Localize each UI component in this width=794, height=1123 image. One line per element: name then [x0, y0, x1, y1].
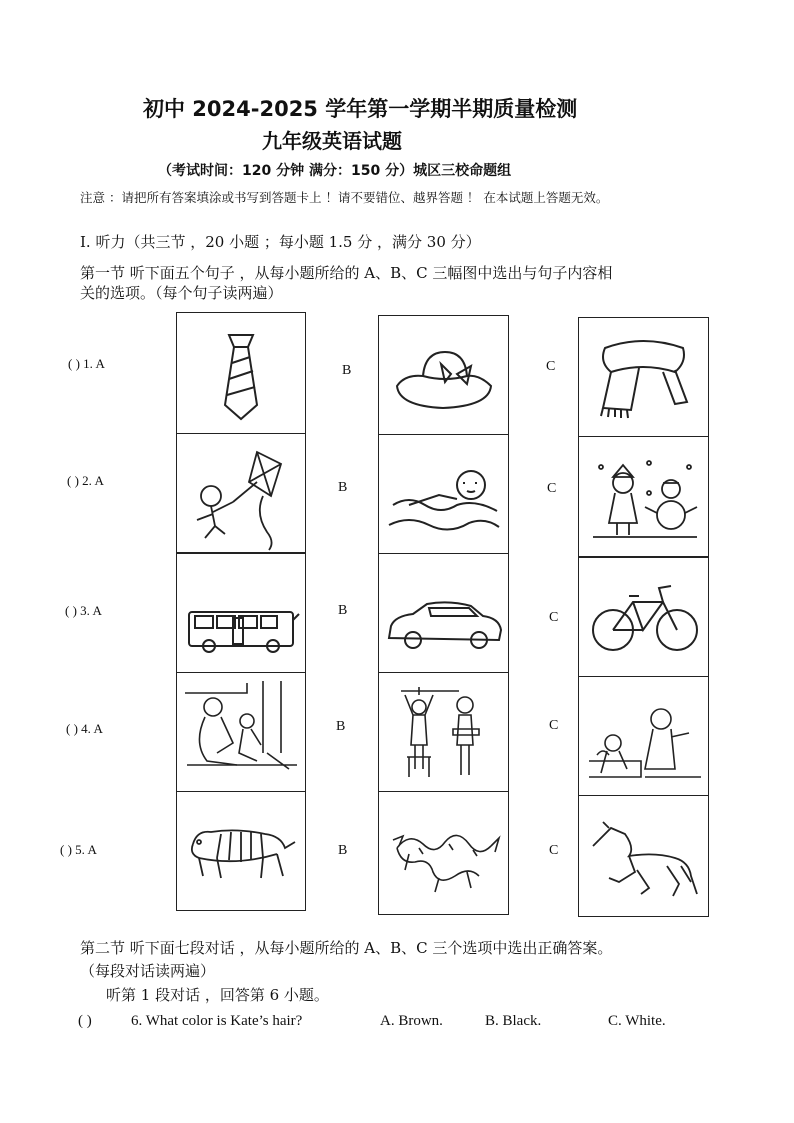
- exam-title: 初中 2024-2025 学年第一学期半期质量检测: [143, 97, 578, 121]
- cleaning-family-icon: [177, 673, 305, 791]
- option-c-picture: [578, 436, 709, 557]
- option-b-picture: [378, 553, 509, 673]
- question-1-label: ( ) 1. A: [68, 356, 105, 371]
- exam-info: （考试时间：120 分钟 满分：150 分）城区三校命题组: [158, 163, 512, 179]
- kite-boy-icon: [177, 434, 305, 552]
- option-b-picture: [378, 315, 509, 435]
- question-6-option-a: A. Brown.: [380, 1013, 443, 1029]
- option-a-picture: [176, 312, 306, 434]
- scarf-icon: [579, 318, 708, 436]
- exam-notice: 注意 ：请把所有答案填涂或书写到答题卡上 ！请不要错位、越界答题 ！ 在本试题上答题无效。: [80, 190, 609, 205]
- option-c-label: C: [549, 610, 559, 625]
- hat-icon: [379, 316, 508, 434]
- horse-icon: [579, 796, 708, 916]
- question-6-answer-paren: ( ): [78, 1013, 92, 1029]
- option-b-label: B: [338, 843, 348, 858]
- question-6-text: 6. What color is Kate’s hair?: [131, 1013, 303, 1029]
- option-b-picture: [378, 791, 509, 915]
- option-b-label: B: [338, 603, 348, 618]
- option-c-picture: [578, 676, 709, 796]
- option-b-picture: [378, 434, 509, 554]
- option-a-picture: [176, 553, 306, 673]
- part2-instruction-line1: 第二节 听下面七段对话 ，从每小题所给的 A、B、C 三个选项中选出正确答案。: [80, 939, 613, 957]
- question-6-option-b: B. Black.: [485, 1013, 542, 1029]
- option-c-label: C: [546, 359, 556, 374]
- option-b-label: B: [342, 363, 352, 378]
- section-heading: Ⅰ. 听力（共三节 ，20 小题 ；每小题 1.5 分 ，满分 30 分）: [80, 233, 481, 251]
- bus-icon: [177, 554, 305, 672]
- question-5-label: ( ) 5. A: [60, 842, 97, 857]
- snowman-icon: [579, 437, 708, 556]
- option-c-label: C: [549, 843, 559, 858]
- option-a-picture: [176, 791, 306, 911]
- washing-dishes-icon: [579, 677, 708, 795]
- hanging-clothes-icon: [379, 673, 508, 791]
- option-b-picture: [378, 672, 509, 792]
- swimming-icon: [379, 435, 508, 553]
- option-a-picture: [176, 672, 306, 792]
- option-c-picture: [578, 795, 709, 917]
- part2-instruction-line2: （每段对话读两遍）: [80, 962, 216, 980]
- question-4-label: ( ) 4. A: [66, 721, 103, 736]
- option-a-picture: [176, 433, 306, 553]
- car-icon: [379, 554, 508, 672]
- bicycle-icon: [579, 558, 708, 676]
- option-c-picture: [578, 317, 709, 437]
- part1-instruction-line1: 第一节 听下面五个句子 ，从每小题所给的 A、B、C 三幅图中选出与句子内容相: [80, 264, 613, 282]
- option-c-label: C: [549, 718, 559, 733]
- listening-note: 听第 1 段对话 ，回答第 6 小题。: [106, 986, 329, 1004]
- option-b-label: B: [336, 719, 346, 734]
- exam-subtitle: 九年级英语试题: [262, 129, 402, 153]
- tie-icon: [177, 313, 305, 433]
- option-b-label: B: [338, 480, 348, 495]
- question-2-label: ( ) 2. A: [67, 473, 104, 488]
- tiger-icon: [177, 792, 305, 910]
- option-c-picture: [578, 557, 709, 677]
- option-c-label: C: [547, 481, 557, 496]
- dragon-icon: [379, 792, 508, 914]
- question-6-option-c: C. White.: [608, 1013, 666, 1029]
- question-3-label: ( ) 3. A: [65, 603, 102, 618]
- part1-instruction-line2: 关的选项。（每个句子读两遍）: [80, 284, 283, 302]
